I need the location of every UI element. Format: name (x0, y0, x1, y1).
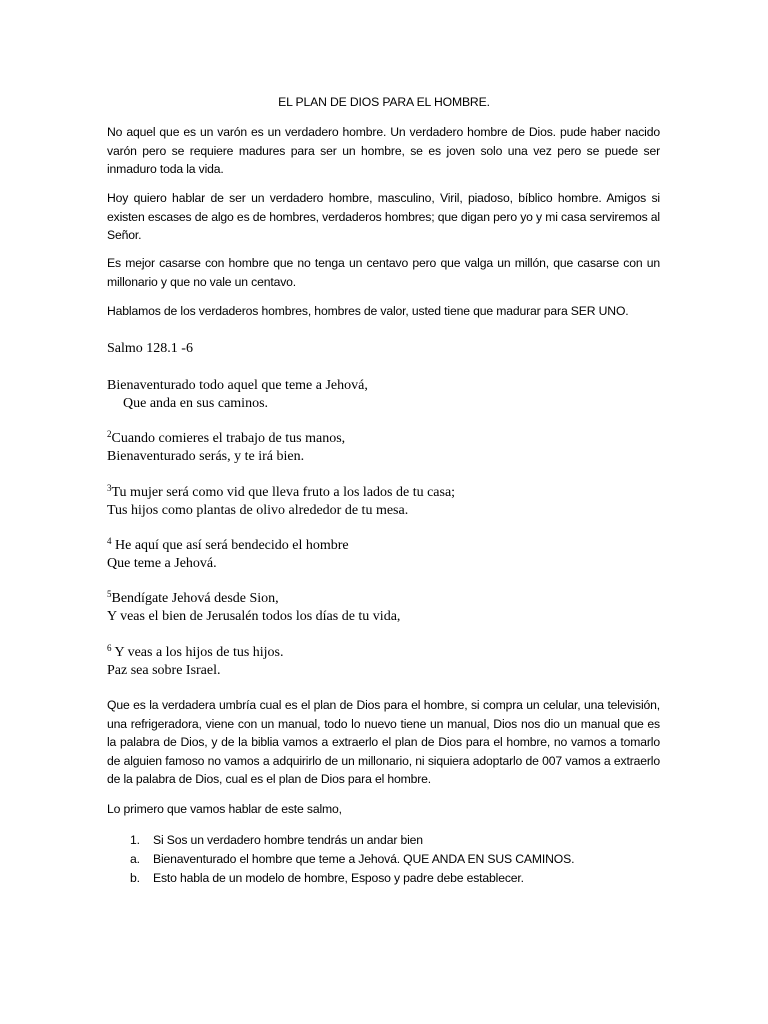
psalm-verse-line: Tus hijos como plantas de olivo alrededor de tu mesa. (107, 503, 409, 518)
document-title: EL PLAN DE DIOS PARA EL HOMBRE. (278, 95, 490, 109)
psalm-verse-4 (107, 537, 349, 573)
psalm-verse-line: Bienaventurado serás, y te irá bien. (107, 449, 305, 464)
list-item-text: Esto habla de un modelo de hombre, Esposo y padre debe establecer. (153, 871, 524, 885)
psalm-verse-line: Tu mujer será como vid que lleva fruto a los lados de tu casa; (111, 485, 456, 500)
intro-line: Lo primero que vamos hablar de este salmo, (107, 802, 342, 816)
psalm-verse-line: Paz sea sobre Israel. (107, 663, 221, 678)
psalm-verse-5 (107, 590, 400, 626)
list-item-text: Bienaventurado el hombre que teme a Jehová. QUE ANDA EN SUS CAMINOS. (153, 852, 575, 866)
psalm-verse-line: Y veas a los hijos de tus hijos. (111, 645, 284, 660)
psalm-verse-line: Cuando comieres el trabajo de tus manos, (111, 431, 346, 446)
list-marker: a. (130, 852, 140, 866)
psalm-verse-6 (107, 644, 284, 680)
verse-number: 6 (107, 643, 112, 653)
psalm-reference: Salmo 128.1 -6 (107, 341, 193, 356)
psalm-verse-line: Y veas el bien de Jerusalén todos los días de tu vida, (107, 609, 401, 624)
verse-number: 2 (107, 429, 112, 439)
psalm-verse-line: Que anda en sus caminos. (123, 396, 269, 411)
psalm-verse-2 (107, 430, 345, 466)
paragraph-1: No aquel que es un varón es un verdadero hombre. Un verdadero hombre de Dios. pude haber nacido varón pero se requiere madures para ser un hombre, se es joven solo una vez pero se puede ser inmaduro toda la vida. (107, 125, 660, 176)
list-marker: 1. (130, 833, 140, 847)
psalm-verse-3 (107, 484, 455, 520)
verse-number: 4 (107, 536, 112, 546)
paragraph-3: Es mejor casarse con hombre que no tenga un centavo pero que valga un millón, que casarse con un millonario y que no vale un centavo. (107, 256, 660, 289)
list-item-text: Si Sos un verdadero hombre tendrás un andar bien (153, 833, 423, 847)
psalm-verse-line: Bendígate Jehová desde Sion, (111, 591, 279, 606)
psalm-verse-line: Bienaventurado todo aquel que teme a Jehová, (107, 378, 368, 393)
list-marker: b. (130, 871, 140, 885)
paragraph-2: Hoy quiero hablar de ser un verdadero hombre, masculino, Viril, piadoso, bíblico hombre. Amigos si existen escases de algo es de hombres, verdaderos hombres; que digan pero yo y mi casa serviremos al Señor. (107, 191, 660, 242)
psalm-verse-line: Que teme a Jehová. (107, 556, 217, 571)
closing-paragraph: Que es la verdadera umbría cual es el plan de Dios para el hombre, si compra un celular, una televisión, una refrigeradora, viene con un manual, todo lo nuevo tiene un manual, Dios nos dio un manual que es la palabra de Dios, y de la biblia vamos a extraerlo el plan de Dios para el hombre, no vamos a tomarlo de alguien famoso no vamos a adquirirlo de un millonario, ni siquiera adoptarlo de 007 vamos a extraerlo de la palabra de Dios, cual es el plan de Dios para el hombre. (107, 698, 660, 786)
psalm-verse-1 (107, 377, 368, 413)
verse-number: 5 (107, 589, 112, 599)
psalm-verse-line: He aquí que así será bendecido el hombre (111, 538, 349, 553)
verse-number: 3 (107, 483, 112, 493)
paragraph-4: Hablamos de los verdaderos hombres, hombres de valor, usted tiene que madurar para SER UNO. (107, 304, 629, 318)
